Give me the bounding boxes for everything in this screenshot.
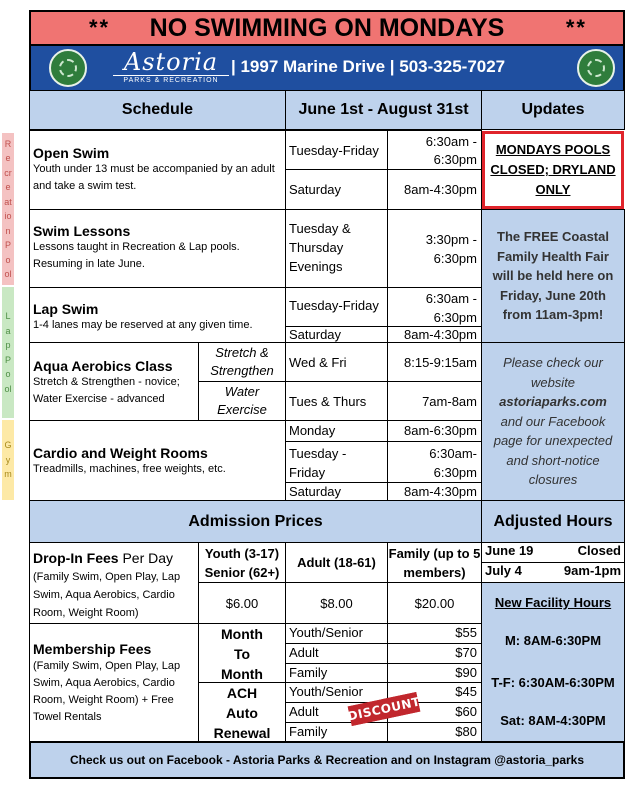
ach-auto-renewal-label bbox=[198, 682, 286, 742]
facebook-closures-text: and our Facebook page for unexpected and short-notice closures bbox=[493, 413, 613, 488]
logo-name: Astoria bbox=[123, 48, 219, 76]
website-link[interactable]: astoriaparks.com bbox=[499, 394, 607, 410]
m2m-line-3: Month bbox=[221, 666, 263, 682]
cardio-weight-desc: Treadmills, machines, free weights, etc. bbox=[33, 463, 226, 475]
adjusted-row-1 bbox=[481, 542, 625, 563]
drop-in-cell bbox=[29, 542, 199, 624]
sidebar-label: Lap Pool bbox=[4, 311, 12, 394]
health-fair-notice bbox=[481, 209, 625, 343]
facility-hours-box bbox=[481, 582, 625, 742]
aqua-time-1: 8:15-9:15am bbox=[387, 342, 482, 382]
logo-sub: PARKS & RECREATION bbox=[113, 75, 229, 85]
address-phone: | 1997 Marine Drive | 503-325-7027 bbox=[231, 57, 506, 76]
facility-hours-tf: T-F: 6:30AM-6:30PM bbox=[491, 675, 615, 690]
open-swim-desc: Youth under 13 must be accompanied by an adult and take a swim test. bbox=[33, 163, 275, 192]
adjusted-status-2: 9am-1pm bbox=[563, 563, 621, 578]
aqua-class-2: Water Exercise bbox=[198, 381, 286, 421]
drop-in-per-day: Per Day bbox=[118, 550, 174, 566]
facility-hours-mon: M: 8AM-6:30PM bbox=[504, 633, 602, 648]
drop-in-title-line bbox=[33, 548, 195, 568]
cardio-time-2: 6:30am- 6:30pm bbox=[387, 441, 482, 483]
city-seal-right-icon bbox=[577, 49, 615, 87]
updates-heading: Updates bbox=[481, 90, 625, 130]
schedule-dates: June 1st - August 31st bbox=[285, 90, 482, 130]
adjusted-hours-heading: Adjusted Hours bbox=[481, 500, 625, 543]
lap-swim-desc: 1-4 lanes may be reserved at any given time. bbox=[33, 319, 253, 331]
m2m-price-1: $55 bbox=[387, 623, 482, 644]
sidebar-label: Gym bbox=[4, 440, 12, 480]
footer-social bbox=[29, 741, 625, 779]
open-swim-time-2: 8am-4:30pm bbox=[387, 169, 482, 210]
schedule-heading: Schedule bbox=[29, 90, 286, 130]
ach-price-3: $80 bbox=[387, 722, 482, 742]
pools-closed-alert: MONDAYS POOLS CLOSED; DRYLAND ONLY bbox=[490, 142, 616, 197]
lap-swim-days-2: Saturday bbox=[285, 326, 388, 343]
open-swim-title: Open Swim bbox=[33, 145, 110, 161]
membership-cell bbox=[29, 623, 199, 742]
lap-swim-time-2: 8am-4:30pm bbox=[387, 326, 482, 343]
aqua-aerobics-desc: Stretch & Strengthen - novice; Water Exercise - advanced bbox=[33, 376, 180, 405]
m2m-line-2: To bbox=[233, 646, 251, 662]
discount-text: DISCOUNT bbox=[346, 694, 422, 724]
ach-price-2: $60 bbox=[387, 702, 482, 723]
drop-in-desc: (Family Swim, Open Play, Lap Swim, Aqua Aerobics, Cardio Room, Weight Room) bbox=[33, 571, 181, 619]
facility-hours-sat: Sat: 8AM-4:30PM bbox=[500, 713, 606, 728]
sidebar-gym bbox=[2, 420, 14, 500]
footer-text: Check us out on Facebook - Astoria Parks & Recreation and on Instagram @astoria_parks bbox=[69, 753, 585, 767]
ach-line-3: Renewal bbox=[213, 725, 271, 741]
m2m-type-1: Youth/Senior bbox=[285, 623, 388, 644]
adjusted-date-1: June 19 bbox=[485, 543, 534, 558]
cardio-weight-title: Cardio and Weight Rooms bbox=[33, 445, 208, 461]
m2m-line-1: Month bbox=[221, 626, 263, 642]
updates-alert-box bbox=[482, 131, 624, 209]
month-to-month-label bbox=[198, 623, 286, 683]
aqua-days-2: Tues & Thurs bbox=[285, 381, 388, 421]
banner-stars-right: ** bbox=[565, 15, 587, 40]
swim-lessons-title: Swim Lessons bbox=[33, 223, 131, 239]
cardio-days-3: Saturday bbox=[285, 482, 388, 501]
cardio-time-3: 8am-4:30pm bbox=[387, 482, 482, 501]
cardio-days-1: Monday bbox=[285, 420, 388, 442]
m2m-type-3: Family bbox=[285, 663, 388, 683]
cardio-days-2: Tuesday - Friday bbox=[285, 441, 388, 483]
swim-lessons-time: 3:30pm - 6:30pm bbox=[387, 209, 482, 288]
membership-title: Membership Fees bbox=[33, 641, 152, 657]
adjusted-row-2 bbox=[481, 562, 625, 583]
open-swim-time-1: 6:30am - 6:30pm bbox=[387, 130, 482, 170]
lap-swim-title: Lap Swim bbox=[33, 301, 99, 317]
astoria-logo bbox=[105, 49, 237, 87]
aqua-aerobics-cell bbox=[29, 342, 199, 421]
drop-in-title: Drop-In Fees bbox=[33, 550, 119, 566]
ach-line-1: ACH bbox=[226, 685, 258, 701]
banner-text: NO SWIMMING ON MONDAYS bbox=[149, 13, 505, 42]
aqua-aerobics-title: Aqua Aerobics Class bbox=[33, 358, 173, 374]
price-family: $20.00 bbox=[387, 582, 482, 624]
closures-notice bbox=[481, 342, 625, 501]
ach-price-1: $45 bbox=[387, 682, 482, 703]
m2m-price-2: $70 bbox=[387, 643, 482, 664]
swim-lessons-days: Tuesday & Thursday Evenings bbox=[285, 209, 388, 288]
sidebar-lap-pool bbox=[2, 287, 14, 418]
lap-swim-cell bbox=[29, 287, 286, 343]
health-fair-text: The FREE Coastal Family Health Fair will be held here on Friday, June 20th from 11am-3pm! bbox=[492, 229, 614, 323]
aqua-time-2: 7am-8am bbox=[387, 381, 482, 421]
aqua-class-1: Stretch & Strengthen bbox=[198, 342, 286, 382]
aqua-days-1: Wed & Fri bbox=[285, 342, 388, 382]
col-family: Family (up to 5 members) bbox=[387, 542, 482, 583]
open-swim-days-1: Tuesday-Friday bbox=[285, 130, 388, 170]
header-bar bbox=[29, 46, 625, 90]
price-youth: $6.00 bbox=[198, 582, 286, 624]
membership-desc: (Family Swim, Open Play, Lap Swim, Aqua Aerobics, Cardio Room, Weight Room) + Free Towel Rentals bbox=[33, 660, 181, 723]
admission-heading: Admission Prices bbox=[29, 500, 482, 543]
m2m-price-3: $90 bbox=[387, 663, 482, 683]
cardio-time-1: 8am-6:30pm bbox=[387, 420, 482, 442]
cardio-weight-cell bbox=[29, 420, 286, 501]
lap-swim-time-1: 6:30am - 6:30pm bbox=[387, 287, 482, 327]
swim-lessons-desc: Lessons taught in Recreation & Lap pools. Resuming in late June. bbox=[33, 241, 240, 270]
open-swim-cell bbox=[29, 130, 286, 210]
swim-lessons-cell bbox=[29, 209, 286, 288]
city-seal-left-icon bbox=[49, 49, 87, 87]
check-website-text: Please check our website bbox=[503, 355, 603, 390]
adjusted-date-2: July 4 bbox=[485, 563, 522, 578]
col-youth-senior: Youth (3-17) Senior (62+) bbox=[198, 542, 286, 583]
ach-type-2: Adult bbox=[285, 702, 388, 723]
sidebar-recreation-pool bbox=[2, 133, 14, 285]
price-adult: $8.00 bbox=[285, 582, 388, 624]
banner-stars-left: ** bbox=[89, 15, 111, 40]
no-swimming-banner bbox=[29, 10, 625, 46]
facility-hours-heading: New Facility Hours bbox=[494, 595, 612, 610]
ach-line-2: Auto bbox=[226, 705, 258, 721]
m2m-type-2: Adult bbox=[285, 643, 388, 664]
col-adult: Adult (18-61) bbox=[285, 542, 388, 583]
lap-swim-days-1: Tuesday-Friday bbox=[285, 287, 388, 327]
ach-type-3: Family bbox=[285, 722, 388, 742]
adjusted-status-1: Closed bbox=[577, 543, 621, 558]
sidebar-label: Recreation Pool bbox=[4, 138, 12, 279]
ach-type-1: Youth/Senior bbox=[285, 682, 388, 703]
open-swim-days-2: Saturday bbox=[285, 169, 388, 210]
